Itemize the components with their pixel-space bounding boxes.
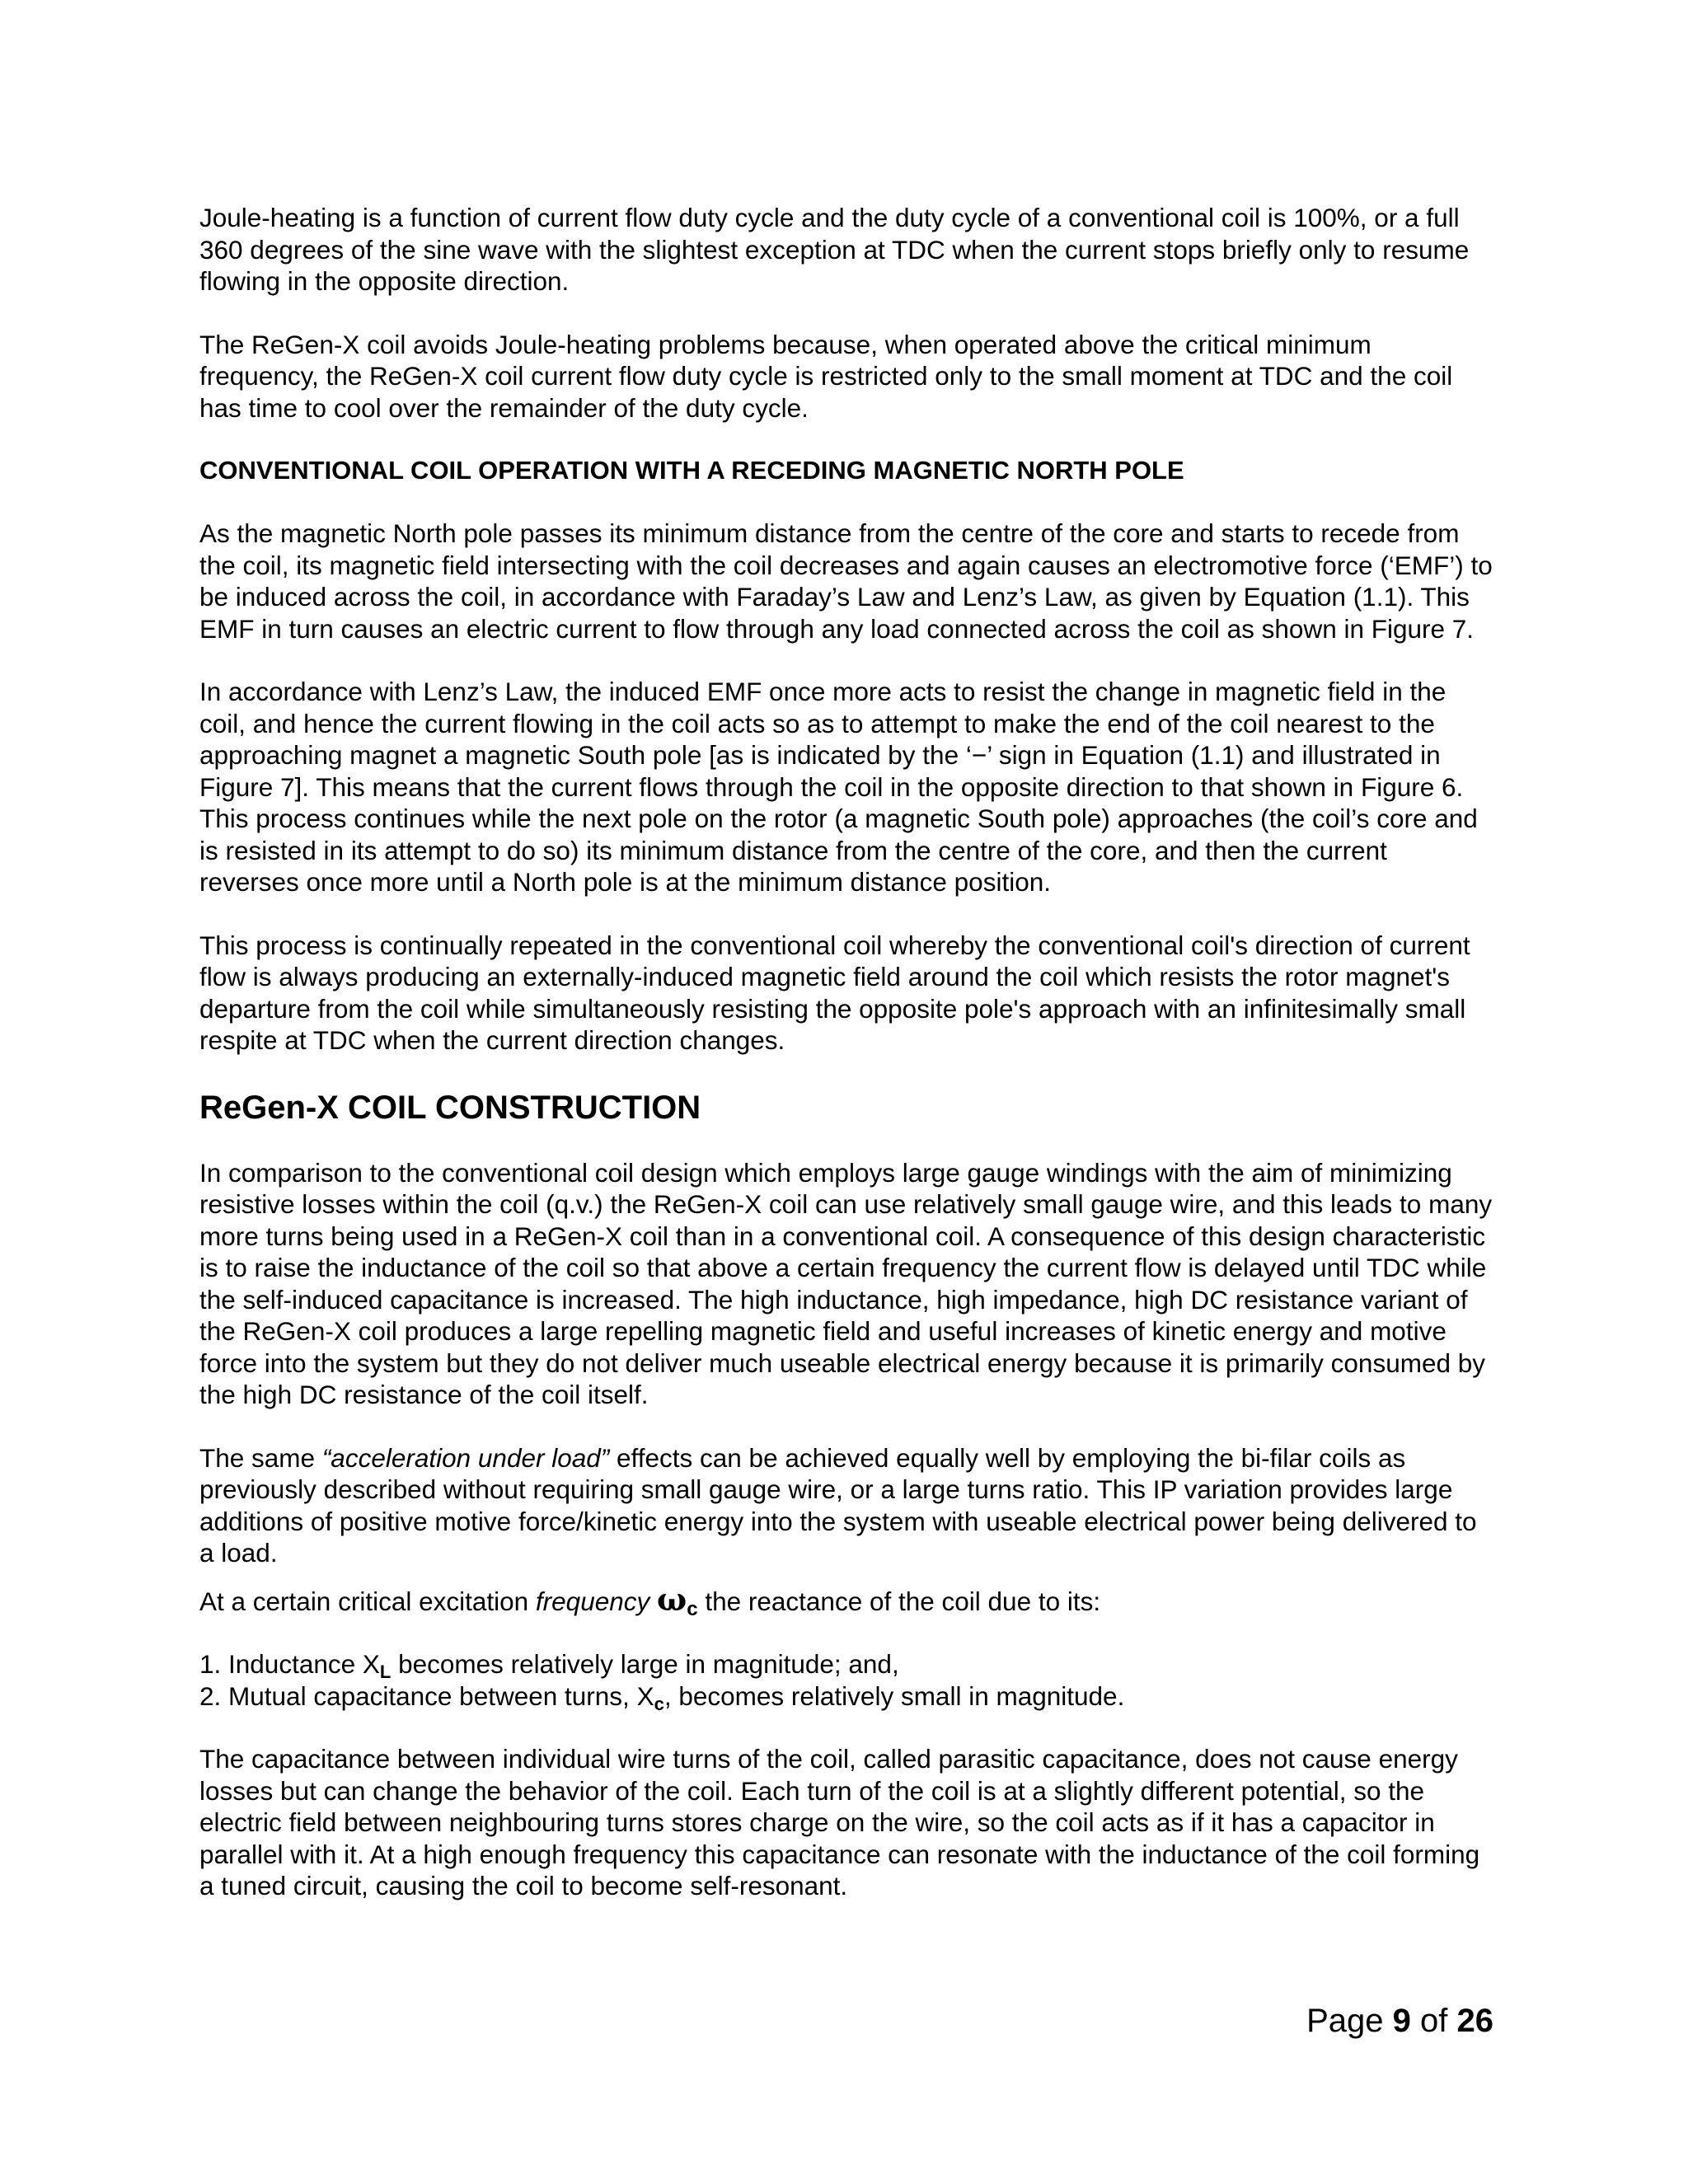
paragraph-north-pole-recedes: As the magnetic North pole passes its minimum distance from the centre of the core and starts to recede from the coil, its magnetic field intersecting with the coil decreases and again causes an electromotive force (‘EMF’) to be induced across the coil, in accordance with Faraday’s Law and Lenz’s Law, as given by Equation (1.1). This EMF in turn causes an electric current to flow through any load connected across the coil as shown in Figure 7.: [199, 518, 1493, 644]
text-segment: , becomes relatively small in magnitude.: [663, 1680, 1125, 1711]
text-segment: becomes relatively large in magnitude; and,: [391, 1649, 899, 1679]
omega-glyph: ω: [657, 1580, 687, 1618]
text-segment: The same: [199, 1442, 322, 1473]
of-label: of: [1420, 2003, 1448, 2039]
paragraph-process-repeated: This process is continually repeated in the conventional coil whereby the conventional coil's direction of current flow is always producing an externally-induced magnetic field around the coil which resists the rotor magnet's departure from the coil while simultaneously resisting the opposite pole's approach with an infinitesimally small respite at TDC when the current direction changes.: [199, 930, 1470, 1055]
list-item: [199, 1680, 1493, 1713]
page-body: [199, 202, 1493, 1933]
text-segment: 2. Mutual capacitance between turns, X: [199, 1680, 654, 1711]
paragraph-process-continues: This process continues while the next pole on the rotor (a magnetic South pole) approaches (the coil’s core and is resisted in its attempt to do so) its minimum distance from the centre of the core, and then the current reverses once more until a North pole is at the minimum distance position.: [199, 804, 1478, 897]
paragraph-acceleration-under-load: [199, 1442, 1493, 1569]
current-page-number: 9: [1392, 2003, 1411, 2039]
reactance-list: [199, 1648, 1493, 1712]
paragraph-regenx-avoids-heating: The ReGen-X coil avoids Joule-heating problems because, when operated above the critical minimum frequency, the ReGen-X coil current flow duty cycle is restricted only to the small moment at TDC and the coil has time to cool over the remainder of the duty cycle.: [199, 329, 1453, 423]
omega-subscript: c: [687, 1597, 698, 1620]
text-segment: 1. Inductance X: [199, 1649, 380, 1679]
omega-symbol: [657, 1581, 698, 1618]
paragraph-coil-comparison: In comparison to the conventional coil design which employs large gauge windings with the aim of minimizing resistive losses within the coil (q.v.) the ReGen-X coil can use relatively small gauge wire, and this leads to many more turns being used in a ReGen-X coil than in a conventional coil. A consequence of this design characteristic is to raise the inductance of the coil so that above a certain frequency the current flow is delayed until TDC while the self-induced capacitance is increased. The high inductance, high impedance, high DC resistance variant of the ReGen-X coil produces a large repelling magnetic field and useful increases of kinetic energy and motive force into the system but they do not deliver much useable electrical energy because it is primarily consumed by the high DC resistance of the coil itself.: [199, 1157, 1493, 1409]
text-segment: the reactance of the coil due to its:: [697, 1586, 1101, 1616]
italic-word: frequency: [535, 1586, 650, 1616]
paragraph-joule-heating: Joule-heating is a function of current flow duty cycle and the duty cycle of a conventional coil is 100%, or a full 360 degrees of the sine wave with the slightest exception at TDC when the current stops briefly only to resume flowing in the opposite direction.: [199, 203, 1470, 296]
italic-phrase: “acceleration under load”: [321, 1442, 610, 1473]
paragraph-lenz-law: In accordance with Lenz’s Law, the induced EMF once more acts to resist the change in magnetic field in the coil, and hence the current flowing in the coil acts so as to attempt to make the end of the coil nearest to the approaching magnet a magnetic South pole [as is indicated by the ‘−’ sign in Equation (1.1) and illustrated in Figure 7]. This means that the current flows through the coil in the opposite direction to that shown in Figure 6.: [199, 677, 1464, 802]
list-item: [199, 1648, 1493, 1680]
total-pages-number: 26: [1456, 2003, 1493, 2039]
subscript-l: L: [379, 1661, 392, 1682]
page-label: Page: [1306, 2003, 1384, 2039]
text-segment: effects can be achieved equally well by employing the bi-filar coils as previously described without requiring small gauge wire, or a large turns ratio. This IP variation provides large additions of positive motive force/kinetic energy into the system with useable electrical power being delivered to a load.: [199, 1442, 1477, 1568]
paragraph-critical-frequency: [199, 1580, 1493, 1620]
section-heading-coil-construction: ReGen-X COIL CONSTRUCTION: [199, 1089, 701, 1126]
subscript-c: c: [654, 1693, 664, 1714]
subheading-receding-north-pole: CONVENTIONAL COIL OPERATION WITH A RECEDING MAGNETIC NORTH POLE: [199, 456, 1184, 485]
paragraph-parasitic-capacitance: The capacitance between individual wire turns of the coil, called parasitic capacitance, does not cause energy losses but can change the behavior of the coil. Each turn of the coil is at a slightly different potential, so the electric field between neighbouring turns stores charge on the wire, so the coil acts as if it has a capacitor in parallel with it. At a high enough frequency this capacitance can resonate with the inductance of the coil forming a tuned circuit, causing the coil to become self-resonant.: [199, 1744, 1480, 1900]
text-segment: At a certain critical excitation: [199, 1586, 536, 1616]
page-number-footer: [1306, 2001, 1493, 2041]
